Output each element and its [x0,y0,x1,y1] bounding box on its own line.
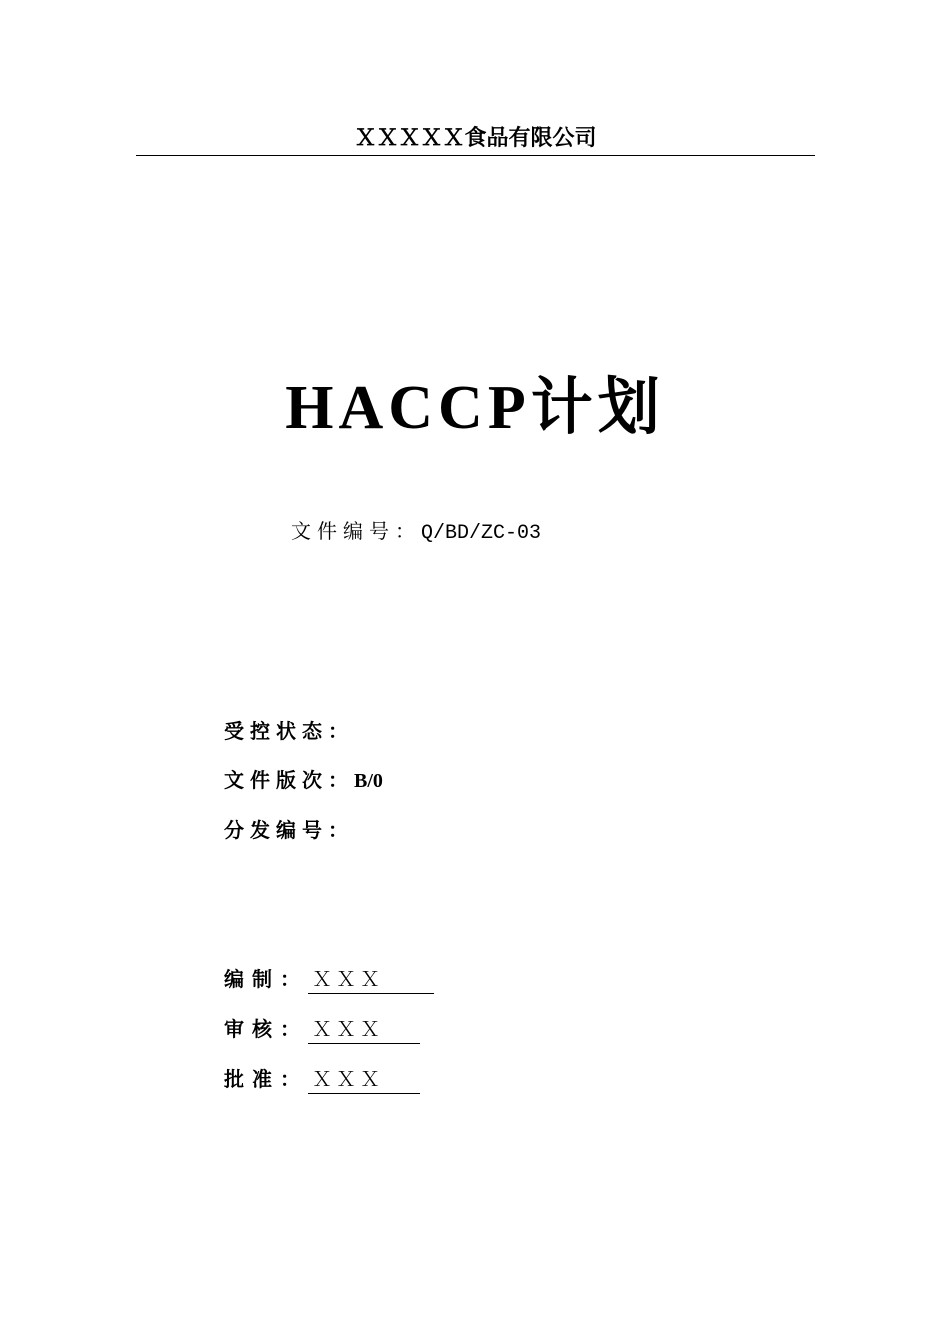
document-number-value: Q/BD/ZC-03 [421,522,542,545]
reviewed-by-value: ＸＸＸ [308,1017,420,1044]
control-status-field [224,716,354,747]
document-number-label: 文件编号： [291,519,421,543]
control-status-label: 受控状态： [224,719,354,743]
reviewed-by-field [224,1014,420,1044]
document-number [291,516,541,549]
company-header [136,124,815,156]
compiled-by-field [224,964,434,994]
edition-value: B/0 [354,770,383,792]
approved-by-label: 批准： [224,1067,308,1091]
compiled-by-value: ＸＸＸ [308,967,434,994]
compiled-by-label: 编制： [224,967,308,991]
company-name: ＸＸＸＸＸ食品有限公司 [354,126,597,151]
distribution-number-label: 分发编号： [224,818,354,842]
reviewed-by-label: 审核： [224,1017,308,1041]
document-title: HACCP计划 [285,374,665,442]
edition-field [224,765,383,796]
approved-by-value: ＸＸＸ [308,1067,420,1094]
distribution-number-field [224,815,354,846]
edition-label: 文件版次： [224,768,354,792]
approved-by-field [224,1064,420,1094]
